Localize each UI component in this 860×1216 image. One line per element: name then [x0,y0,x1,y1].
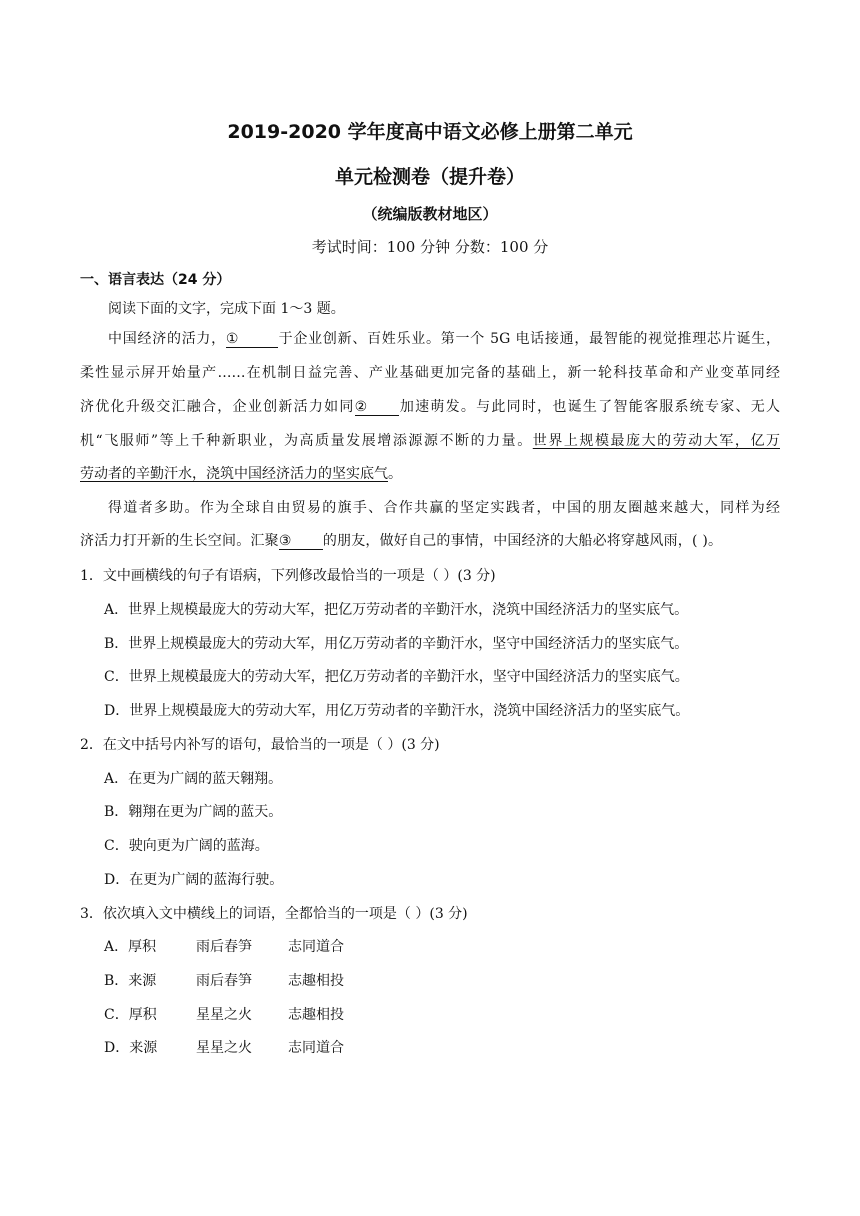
option-2c[interactable]: C．驶向更为广阔的蓝海。 [104,838,269,854]
passage-text: 于企业创新、百姓乐业。第一个 5G 电话接通，最智能的视觉推理芯片诞生， [277,331,780,347]
option-1b[interactable]: B．世界上规模最庞大的劳动大军，用亿万劳动者的辛勤汗水，坚守中国经济活力的坚实底气。 [104,636,689,652]
choice-word: B．来源 [104,973,157,989]
option-3d[interactable] [104,1037,344,1057]
underlined-sentence: 劳动者的辛勤汗水，浇筑中国经济活力的坚实底气 [80,466,388,482]
choice-word: D．来源 [104,1040,158,1056]
reading-intro: 阅读下面的文字，完成下面 1～3 题。 [108,301,345,317]
choice-word: 雨后春笋 [196,973,252,989]
passage-text: 。 [388,466,402,482]
option-3a[interactable] [104,936,344,956]
exam-subtitle: 单元检测卷（提升卷） [334,166,525,188]
passage-line [108,328,780,348]
section-heading: 一、语言表达（24 分） [80,272,231,288]
option-3c[interactable] [104,1004,344,1024]
option-1d[interactable]: D．世界上规模最庞大的劳动大军，用亿万劳动者的辛勤汗水，浇筑中国经济活力的坚实底气。 [104,703,690,719]
passage-line [80,530,780,550]
question-2: 2．在文中括号内补写的语句，最恰当的一项是（ ）(3 分) [80,737,440,753]
passage-text: 的朋友，做好自己的事情，中国经济的大船必将穿越风雨，( )。 [322,533,723,549]
choice-word: 志同道合 [288,939,344,955]
passage-line [80,463,780,483]
passage-text: 中国经济的活力， [108,331,226,347]
exam-title: 2019-2020 学年度高中语文必修上册第二单元 [227,121,633,143]
passage-text: 济优化升级交汇融合，企业创新活力如同 [80,399,355,415]
passage-text: 济活力打开新的生长空间。汇聚 [80,533,279,549]
blank-3: ③ [279,533,323,550]
question-3: 3．依次填入文中横线上的词语，全都恰当的一项是（ ）(3 分) [80,906,468,922]
option-3b[interactable] [104,970,344,990]
option-2a[interactable]: A．在更为广阔的蓝天翱翔。 [104,771,283,787]
choice-word: 志趣相投 [288,973,344,989]
exam-info: 考试时间：100 分钟 分数：100 分 [311,238,549,256]
question-1: 1．文中画横线的句子有语病，下列修改最恰当的一项是（ ）(3 分) [80,568,496,584]
underlined-sentence: 世界上规模最庞大的劳动大军，亿万 [532,433,780,449]
passage-text: 加速萌发。与此同时，也诞生了智能客服系统专家、无人 [398,399,781,415]
passage-line: 柔性显示屏开始量产……在机制日益完善、产业基础更加完备的基础上，新一轮科技革命和产业变革同经 [80,365,780,381]
edition-note: （统编版教材地区） [362,205,498,223]
choice-word: C．厚积 [104,1007,157,1023]
choice-word: 星星之火 [196,1040,252,1056]
passage-line: 得道者多助。作为全球自由贸易的旗手、合作共赢的坚定实践者，中国的朋友圈越来越大，同样为经 [108,500,780,516]
option-1c[interactable]: C．世界上规模最庞大的劳动大军，把亿万劳动者的辛勤汗水，坚守中国经济活力的坚实底气。 [104,669,689,685]
choice-word: 雨后春笋 [196,939,252,955]
blank-2: ② [355,399,399,416]
blank-1: ① [226,331,278,348]
option-2d[interactable]: D．在更为广阔的蓝海行驶。 [104,872,284,888]
choice-word: A．厚积 [104,939,157,955]
choice-word: 志趣相投 [288,1007,344,1023]
passage-line [80,396,780,416]
choice-word: 星星之火 [196,1007,252,1023]
passage-text: 机“飞服师”等上千种新职业，为高质量发展增添源源不断的力量。 [80,433,533,449]
option-1a[interactable]: A．世界上规模最庞大的劳动大军，把亿万劳动者的辛勤汗水，浇筑中国经济活力的坚实底气。 [104,602,689,618]
passage-line [80,430,780,450]
option-2b[interactable]: B．翱翔在更为广阔的蓝天。 [104,804,283,820]
choice-word: 志同道合 [288,1040,344,1056]
